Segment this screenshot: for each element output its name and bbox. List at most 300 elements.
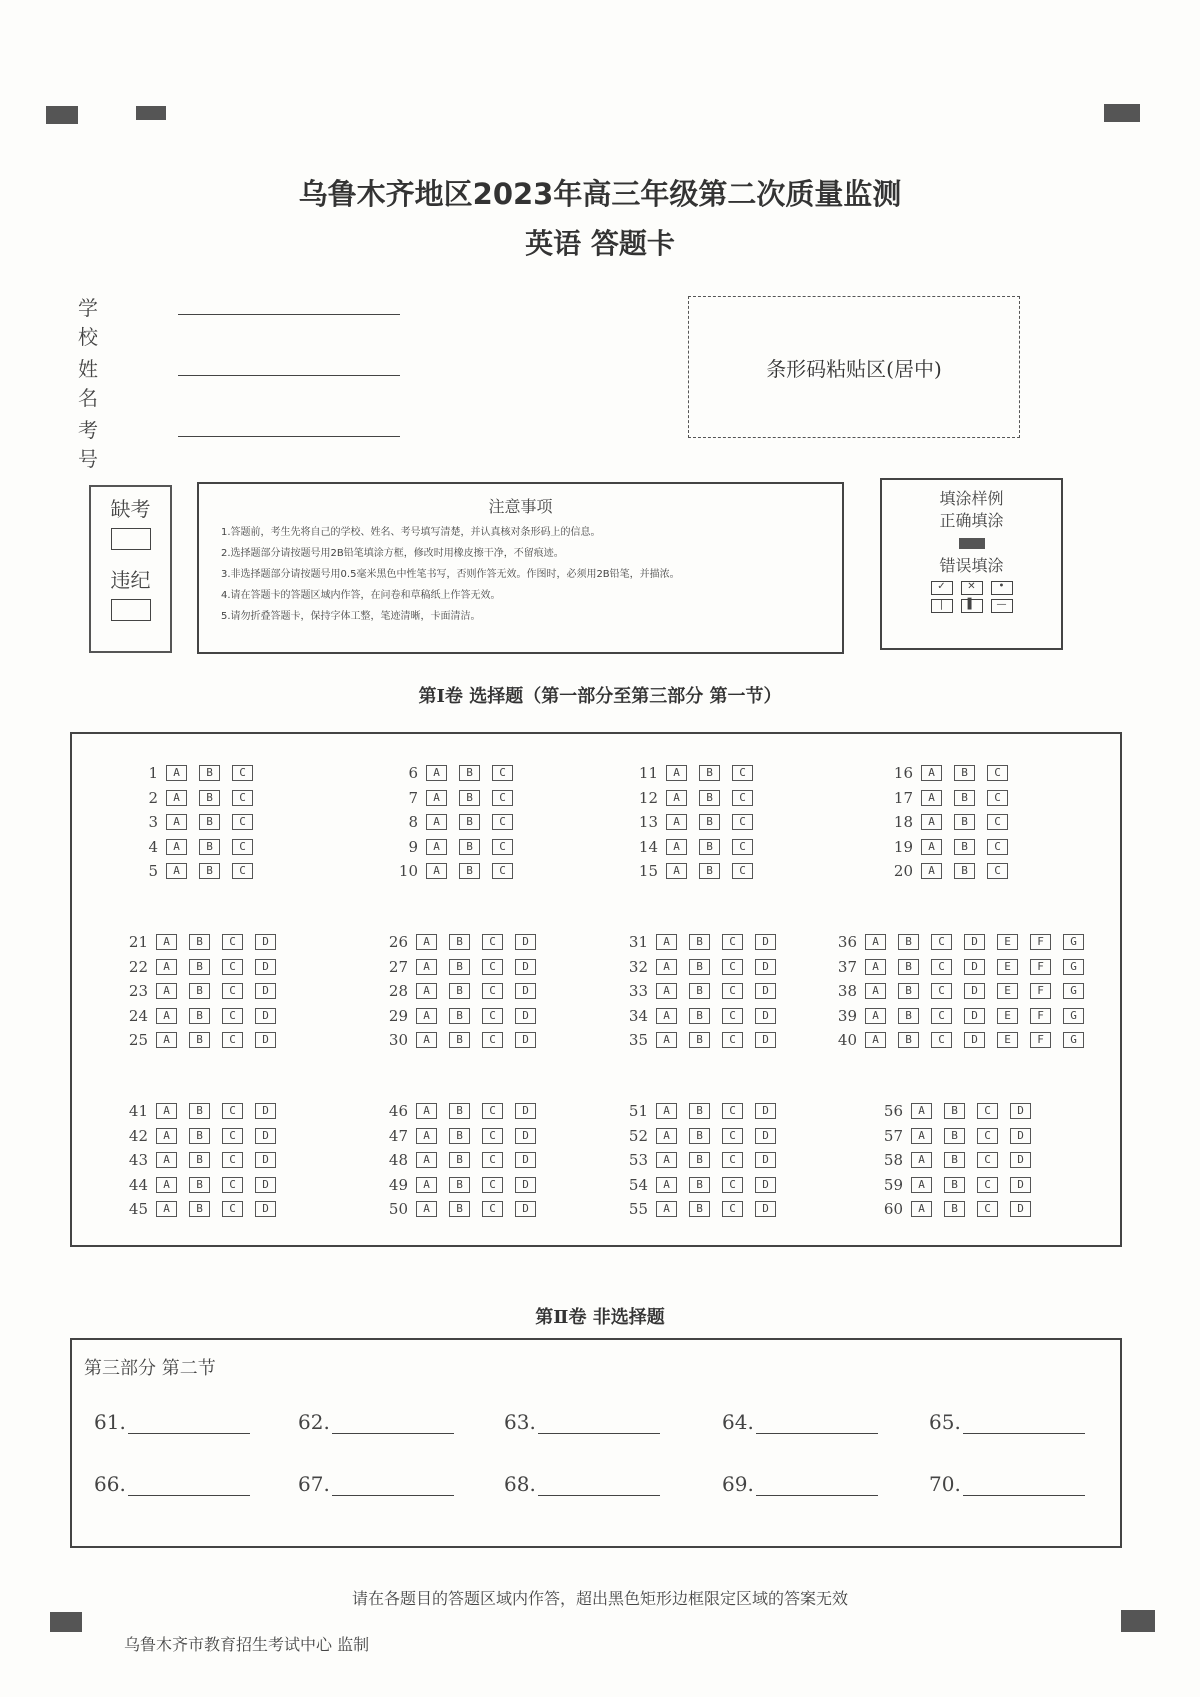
question-number: 25 xyxy=(128,1031,148,1049)
option-B-bubble[interactable]: B xyxy=(459,814,480,830)
option-B-bubble[interactable]: B xyxy=(449,1008,470,1024)
option-A-bubble[interactable]: A xyxy=(426,863,447,879)
option-C-bubble[interactable]: C xyxy=(977,1201,998,1217)
option-A-bubble[interactable]: A xyxy=(416,1008,437,1024)
option-G-bubble[interactable]: G xyxy=(1063,1032,1084,1048)
option-E-bubble[interactable]: E xyxy=(997,934,1018,950)
option-A-bubble[interactable]: A xyxy=(156,959,177,975)
option-B-bubble[interactable]: B xyxy=(689,1032,710,1048)
question-number: 55 xyxy=(628,1200,648,1218)
option-B-bubble[interactable]: B xyxy=(199,814,220,830)
option-D-bubble[interactable]: D xyxy=(255,1128,276,1144)
option-B-bubble[interactable]: B xyxy=(199,765,220,781)
question-21 xyxy=(118,932,288,952)
option-B-bubble[interactable]: B xyxy=(898,934,919,950)
option-D-bubble[interactable]: D xyxy=(1010,1201,1031,1217)
option-A-bubble[interactable]: A xyxy=(156,1103,177,1119)
alignment-mark xyxy=(136,106,166,120)
question-number: 42 xyxy=(128,1126,148,1145)
answer-line[interactable] xyxy=(756,1475,878,1496)
option-B-bubble[interactable]: B xyxy=(944,1152,965,1168)
option-A-bubble[interactable]: A xyxy=(666,814,687,830)
option-A-bubble[interactable]: A xyxy=(865,983,886,999)
question-48 xyxy=(378,1150,548,1170)
option-B-bubble[interactable]: B xyxy=(459,790,480,806)
option-D-bubble[interactable]: D xyxy=(964,1008,985,1024)
option-A-bubble[interactable]: A xyxy=(656,1152,677,1168)
option-C-bubble[interactable]: C xyxy=(222,1032,243,1048)
option-G-bubble[interactable]: G xyxy=(1063,1008,1084,1024)
option-C-bubble[interactable]: C xyxy=(931,934,952,950)
option-A-bubble[interactable]: A xyxy=(156,983,177,999)
option-B-bubble[interactable]: B xyxy=(449,1201,470,1217)
option-A-bubble[interactable]: A xyxy=(416,1201,437,1217)
option-C-bubble[interactable]: C xyxy=(492,839,513,855)
question-number: 26 xyxy=(388,933,408,951)
option-C-bubble[interactable]: C xyxy=(222,959,243,975)
info-row-school xyxy=(78,292,170,350)
question-46 xyxy=(378,1101,548,1121)
question-17 xyxy=(883,788,1020,808)
option-B-bubble[interactable]: B xyxy=(689,1128,710,1144)
option-A-bubble[interactable]: A xyxy=(416,934,437,950)
option-C-bubble[interactable]: C xyxy=(492,863,513,879)
violation-checkbox[interactable] xyxy=(111,599,151,621)
option-B-bubble[interactable]: B xyxy=(449,1128,470,1144)
question-23 xyxy=(118,981,288,1001)
option-E-bubble[interactable]: E xyxy=(997,983,1018,999)
option-B-bubble[interactable]: B xyxy=(944,1177,965,1193)
option-C-bubble[interactable]: C xyxy=(482,1152,503,1168)
answer-line[interactable] xyxy=(963,1475,1085,1496)
option-A-bubble[interactable]: A xyxy=(911,1128,932,1144)
option-E-bubble[interactable]: E xyxy=(997,959,1018,975)
option-B-bubble[interactable]: B xyxy=(459,839,480,855)
question-14 xyxy=(628,837,765,857)
question-number: 21 xyxy=(128,933,148,951)
answer-line[interactable] xyxy=(128,1413,250,1434)
question-24 xyxy=(118,1006,288,1026)
option-A-bubble[interactable]: A xyxy=(865,1032,886,1048)
option-B-bubble[interactable]: B xyxy=(689,1177,710,1193)
option-C-bubble[interactable]: C xyxy=(987,765,1008,781)
option-B-bubble[interactable]: B xyxy=(189,1032,210,1048)
option-E-bubble[interactable]: E xyxy=(997,1032,1018,1048)
option-A-bubble[interactable]: A xyxy=(156,1152,177,1168)
option-A-bubble[interactable]: A xyxy=(416,1177,437,1193)
option-A-bubble[interactable]: A xyxy=(656,1103,677,1119)
option-B-bubble[interactable]: B xyxy=(449,1103,470,1119)
option-D-bubble[interactable]: D xyxy=(1010,1128,1031,1144)
answer-line[interactable] xyxy=(963,1413,1085,1434)
question-10 xyxy=(388,861,525,881)
option-A-bubble[interactable]: A xyxy=(166,790,187,806)
question-52 xyxy=(618,1126,788,1146)
option-A-bubble[interactable]: A xyxy=(426,765,447,781)
option-C-bubble[interactable]: C xyxy=(977,1177,998,1193)
option-E-bubble[interactable]: E xyxy=(997,1008,1018,1024)
option-C-bubble[interactable]: C xyxy=(722,959,743,975)
blank-number: 66. xyxy=(94,1472,126,1496)
option-C-bubble[interactable]: C xyxy=(482,1177,503,1193)
option-C-bubble[interactable]: C xyxy=(222,1152,243,1168)
option-C-bubble[interactable]: C xyxy=(722,1152,743,1168)
option-B-bubble[interactable]: B xyxy=(689,1103,710,1119)
option-D-bubble[interactable]: D xyxy=(755,1201,776,1217)
question-44 xyxy=(118,1175,288,1195)
option-C-bubble[interactable]: C xyxy=(482,1128,503,1144)
option-A-bubble[interactable]: A xyxy=(656,1128,677,1144)
question-38 xyxy=(827,981,1096,1001)
option-B-bubble[interactable]: B xyxy=(459,863,480,879)
option-A-bubble[interactable]: A xyxy=(656,1201,677,1217)
option-D-bubble[interactable]: D xyxy=(255,983,276,999)
option-F-bubble[interactable]: F xyxy=(1030,1008,1051,1024)
option-B-bubble[interactable]: B xyxy=(189,983,210,999)
option-C-bubble[interactable]: C xyxy=(987,839,1008,855)
option-D-bubble[interactable]: D xyxy=(755,1128,776,1144)
option-D-bubble[interactable]: D xyxy=(515,1152,536,1168)
option-B-bubble[interactable]: B xyxy=(699,839,720,855)
option-C-bubble[interactable]: C xyxy=(931,1008,952,1024)
option-D-bubble[interactable]: D xyxy=(755,1152,776,1168)
answer-line[interactable] xyxy=(128,1475,250,1496)
option-C-bubble[interactable]: C xyxy=(987,863,1008,879)
option-A-bubble[interactable]: A xyxy=(921,790,942,806)
option-C-bubble[interactable]: C xyxy=(232,814,253,830)
option-C-bubble[interactable]: C xyxy=(482,1032,503,1048)
option-C-bubble[interactable]: C xyxy=(482,983,503,999)
option-D-bubble[interactable]: D xyxy=(964,959,985,975)
option-C-bubble[interactable]: C xyxy=(482,934,503,950)
option-A-bubble[interactable]: A xyxy=(666,765,687,781)
option-B-bubble[interactable]: B xyxy=(199,839,220,855)
option-C-bubble[interactable]: C xyxy=(722,1008,743,1024)
option-G-bubble[interactable]: G xyxy=(1063,959,1084,975)
option-B-bubble[interactable]: B xyxy=(689,1201,710,1217)
option-B-bubble[interactable]: B xyxy=(944,1128,965,1144)
option-B-bubble[interactable]: B xyxy=(459,765,480,781)
option-A-bubble[interactable]: A xyxy=(921,765,942,781)
option-A-bubble[interactable]: A xyxy=(666,863,687,879)
option-C-bubble[interactable]: C xyxy=(722,983,743,999)
option-A-bubble[interactable]: A xyxy=(656,983,677,999)
option-D-bubble[interactable]: D xyxy=(515,1201,536,1217)
option-A-bubble[interactable]: A xyxy=(911,1177,932,1193)
option-B-bubble[interactable]: B xyxy=(689,959,710,975)
option-A-bubble[interactable]: A xyxy=(865,934,886,950)
option-B-bubble[interactable]: B xyxy=(954,814,975,830)
option-B-bubble[interactable]: B xyxy=(189,1008,210,1024)
option-D-bubble[interactable]: D xyxy=(964,983,985,999)
option-C-bubble[interactable]: C xyxy=(977,1128,998,1144)
choice-answer-area xyxy=(70,732,1122,1247)
option-A-bubble[interactable]: A xyxy=(656,1032,677,1048)
option-B-bubble[interactable]: B xyxy=(199,790,220,806)
option-B-bubble[interactable]: B xyxy=(189,934,210,950)
option-B-bubble[interactable]: B xyxy=(449,1177,470,1193)
wrong-fill-examples xyxy=(882,581,1061,595)
option-B-bubble[interactable]: B xyxy=(449,1032,470,1048)
option-G-bubble[interactable]: G xyxy=(1063,983,1084,999)
option-A-bubble[interactable]: A xyxy=(426,814,447,830)
option-D-bubble[interactable]: D xyxy=(1010,1103,1031,1119)
option-D-bubble[interactable]: D xyxy=(255,1201,276,1217)
option-C-bubble[interactable]: C xyxy=(732,839,753,855)
option-A-bubble[interactable]: A xyxy=(666,839,687,855)
question-60 xyxy=(873,1199,1043,1219)
option-D-bubble[interactable]: D xyxy=(515,1103,536,1119)
option-B-bubble[interactable]: B xyxy=(944,1201,965,1217)
option-B-bubble[interactable]: B xyxy=(699,765,720,781)
option-C-bubble[interactable]: C xyxy=(222,1008,243,1024)
option-D-bubble[interactable]: D xyxy=(755,1103,776,1119)
option-D-bubble[interactable]: D xyxy=(1010,1152,1031,1168)
question-57 xyxy=(873,1126,1043,1146)
option-C-bubble[interactable]: C xyxy=(222,983,243,999)
option-B-bubble[interactable]: B xyxy=(689,1008,710,1024)
option-D-bubble[interactable]: D xyxy=(515,1032,536,1048)
answer-line[interactable] xyxy=(332,1413,454,1434)
question-number: 29 xyxy=(388,1006,408,1025)
option-B-bubble[interactable]: B xyxy=(898,1008,919,1024)
question-55 xyxy=(618,1199,788,1219)
option-B-bubble[interactable]: B xyxy=(898,959,919,975)
option-B-bubble[interactable]: B xyxy=(699,863,720,879)
question-number: 15 xyxy=(638,862,658,880)
option-C-bubble[interactable]: C xyxy=(732,790,753,806)
option-C-bubble[interactable]: C xyxy=(931,983,952,999)
question-number: 2 xyxy=(148,788,158,807)
option-C-bubble[interactable]: C xyxy=(222,1103,243,1119)
alignment-mark xyxy=(50,1612,82,1632)
option-D-bubble[interactable]: D xyxy=(515,1008,536,1024)
option-D-bubble[interactable]: D xyxy=(515,934,536,950)
option-C-bubble[interactable]: C xyxy=(987,814,1008,830)
option-F-bubble[interactable]: F xyxy=(1030,934,1051,950)
option-D-bubble[interactable]: D xyxy=(755,1032,776,1048)
option-B-bubble[interactable]: B xyxy=(449,983,470,999)
option-A-bubble[interactable]: A xyxy=(921,839,942,855)
option-A-bubble[interactable]: A xyxy=(666,790,687,806)
option-B-bubble[interactable]: B xyxy=(199,863,220,879)
option-D-bubble[interactable]: D xyxy=(964,1032,985,1048)
option-D-bubble[interactable]: D xyxy=(255,1032,276,1048)
question-number: 33 xyxy=(628,982,648,1000)
option-B-bubble[interactable]: B xyxy=(954,839,975,855)
option-A-bubble[interactable]: A xyxy=(865,959,886,975)
option-D-bubble[interactable]: D xyxy=(255,959,276,975)
option-C-bubble[interactable]: C xyxy=(987,790,1008,806)
name-field[interactable] xyxy=(178,375,400,376)
option-D-bubble[interactable]: D xyxy=(964,934,985,950)
answer-blank-70 xyxy=(929,1472,1085,1496)
question-number: 39 xyxy=(837,1006,857,1025)
option-B-bubble[interactable]: B xyxy=(449,934,470,950)
option-C-bubble[interactable]: C xyxy=(931,959,952,975)
option-C-bubble[interactable]: C xyxy=(482,1008,503,1024)
option-C-bubble[interactable]: C xyxy=(722,1128,743,1144)
answer-line[interactable] xyxy=(756,1413,878,1434)
question-3 xyxy=(128,812,265,832)
option-A-bubble[interactable]: A xyxy=(416,959,437,975)
option-A-bubble[interactable]: A xyxy=(156,1177,177,1193)
option-F-bubble[interactable]: F xyxy=(1030,983,1051,999)
option-D-bubble[interactable]: D xyxy=(755,1177,776,1193)
option-D-bubble[interactable]: D xyxy=(255,934,276,950)
option-A-bubble[interactable]: A xyxy=(156,1032,177,1048)
answer-line[interactable] xyxy=(538,1413,660,1434)
option-D-bubble[interactable]: D xyxy=(515,959,536,975)
option-A-bubble[interactable]: A xyxy=(156,1201,177,1217)
option-D-bubble[interactable]: D xyxy=(255,1008,276,1024)
option-C-bubble[interactable]: C xyxy=(232,863,253,879)
question-number: 56 xyxy=(883,1102,903,1120)
notice-item: 2.选择题部分请按题号用2B铅笔填涂方框，修改时用橡皮擦干净，不留痕迹。 xyxy=(221,548,564,559)
option-B-bubble[interactable]: B xyxy=(189,1201,210,1217)
option-C-bubble[interactable]: C xyxy=(977,1103,998,1119)
option-B-bubble[interactable]: B xyxy=(699,814,720,830)
option-C-bubble[interactable]: C xyxy=(732,814,753,830)
option-C-bubble[interactable]: C xyxy=(222,1177,243,1193)
option-C-bubble[interactable]: C xyxy=(222,1201,243,1217)
option-B-bubble[interactable]: B xyxy=(689,983,710,999)
option-D-bubble[interactable]: D xyxy=(755,959,776,975)
option-A-bubble[interactable]: A xyxy=(166,814,187,830)
option-A-bubble[interactable]: A xyxy=(416,1103,437,1119)
option-A-bubble[interactable]: A xyxy=(426,839,447,855)
option-B-bubble[interactable]: B xyxy=(954,790,975,806)
option-B-bubble[interactable]: B xyxy=(189,1128,210,1144)
option-D-bubble[interactable]: D xyxy=(255,1152,276,1168)
option-A-bubble[interactable]: A xyxy=(656,1177,677,1193)
option-A-bubble[interactable]: A xyxy=(416,1032,437,1048)
option-A-bubble[interactable]: A xyxy=(911,1152,932,1168)
option-F-bubble[interactable]: F xyxy=(1030,1032,1051,1048)
option-D-bubble[interactable]: D xyxy=(515,983,536,999)
option-C-bubble[interactable]: C xyxy=(492,790,513,806)
option-D-bubble[interactable]: D xyxy=(755,934,776,950)
option-A-bubble[interactable]: A xyxy=(865,1008,886,1024)
question-number: 37 xyxy=(837,957,857,976)
option-C-bubble[interactable]: C xyxy=(722,1201,743,1217)
option-B-bubble[interactable]: B xyxy=(689,934,710,950)
option-D-bubble[interactable]: D xyxy=(755,1008,776,1024)
option-C-bubble[interactable]: C xyxy=(732,863,753,879)
option-B-bubble[interactable]: B xyxy=(699,790,720,806)
option-F-bubble[interactable]: F xyxy=(1030,959,1051,975)
answer-line[interactable] xyxy=(538,1475,660,1496)
option-B-bubble[interactable]: B xyxy=(189,1103,210,1119)
wrong-fill-label: 错误填涂 xyxy=(939,556,1004,575)
option-A-bubble[interactable]: A xyxy=(921,863,942,879)
option-C-bubble[interactable]: C xyxy=(482,959,503,975)
option-A-bubble[interactable]: A xyxy=(156,1008,177,1024)
option-C-bubble[interactable]: C xyxy=(722,934,743,950)
info-label: 学校 xyxy=(78,296,130,349)
option-A-bubble[interactable]: A xyxy=(921,814,942,830)
answer-line[interactable] xyxy=(332,1475,454,1496)
option-A-bubble[interactable]: A xyxy=(656,934,677,950)
question-20 xyxy=(883,861,1020,881)
option-B-bubble[interactable]: B xyxy=(944,1103,965,1119)
option-B-bubble[interactable]: B xyxy=(689,1152,710,1168)
option-C-bubble[interactable]: C xyxy=(482,1201,503,1217)
option-C-bubble[interactable]: C xyxy=(232,839,253,855)
option-A-bubble[interactable]: A xyxy=(416,983,437,999)
blank-number: 70. xyxy=(929,1472,961,1496)
option-C-bubble[interactable]: C xyxy=(722,1103,743,1119)
question-number: 53 xyxy=(628,1151,648,1169)
absent-checkbox[interactable] xyxy=(111,528,151,550)
option-D-bubble[interactable]: D xyxy=(515,1177,536,1193)
option-B-bubble[interactable]: B xyxy=(189,1152,210,1168)
option-C-bubble[interactable]: C xyxy=(722,1032,743,1048)
option-D-bubble[interactable]: D xyxy=(255,1103,276,1119)
option-A-bubble[interactable]: A xyxy=(911,1103,932,1119)
exam-id-field[interactable] xyxy=(178,436,400,437)
question-number: 1 xyxy=(148,764,158,782)
option-A-bubble[interactable]: A xyxy=(656,959,677,975)
option-G-bubble[interactable]: G xyxy=(1063,934,1084,950)
option-A-bubble[interactable]: A xyxy=(911,1201,932,1217)
option-A-bubble[interactable]: A xyxy=(656,1008,677,1024)
option-B-bubble[interactable]: B xyxy=(898,1032,919,1048)
option-B-bubble[interactable]: B xyxy=(189,1177,210,1193)
option-B-bubble[interactable]: B xyxy=(449,959,470,975)
school-field[interactable] xyxy=(178,314,400,315)
option-C-bubble[interactable]: C xyxy=(492,765,513,781)
question-7 xyxy=(388,788,525,808)
option-A-bubble[interactable]: A xyxy=(166,839,187,855)
option-B-bubble[interactable]: B xyxy=(189,959,210,975)
option-A-bubble[interactable]: A xyxy=(156,1128,177,1144)
question-37 xyxy=(827,957,1096,977)
option-A-bubble[interactable]: A xyxy=(166,765,187,781)
option-C-bubble[interactable]: C xyxy=(492,814,513,830)
option-D-bubble[interactable]: D xyxy=(255,1177,276,1193)
option-A-bubble[interactable]: A xyxy=(426,790,447,806)
option-A-bubble[interactable]: A xyxy=(416,1152,437,1168)
option-B-bubble[interactable]: B xyxy=(898,983,919,999)
footer-note: 请在各题目的答题区域内作答，超出黑色矩形边框限定区域的答案无效 xyxy=(351,1589,848,1608)
option-C-bubble[interactable]: C xyxy=(482,1103,503,1119)
option-C-bubble[interactable]: C xyxy=(722,1177,743,1193)
option-B-bubble[interactable]: B xyxy=(954,863,975,879)
option-C-bubble[interactable]: C xyxy=(977,1152,998,1168)
option-D-bubble[interactable]: D xyxy=(515,1128,536,1144)
option-C-bubble[interactable]: C xyxy=(232,765,253,781)
option-D-bubble[interactable]: D xyxy=(1010,1177,1031,1193)
option-C-bubble[interactable]: C xyxy=(232,790,253,806)
option-D-bubble[interactable]: D xyxy=(755,983,776,999)
question-18 xyxy=(883,812,1020,832)
option-B-bubble[interactable]: B xyxy=(954,765,975,781)
question-51 xyxy=(618,1101,788,1121)
option-A-bubble[interactable]: A xyxy=(156,934,177,950)
option-A-bubble[interactable]: A xyxy=(166,863,187,879)
correct-fill-label: 正确填涂 xyxy=(939,511,1004,530)
option-A-bubble[interactable]: A xyxy=(416,1128,437,1144)
option-C-bubble[interactable]: C xyxy=(732,765,753,781)
question-number: 28 xyxy=(388,982,408,1000)
question-number: 9 xyxy=(408,837,418,856)
option-C-bubble[interactable]: C xyxy=(222,934,243,950)
option-C-bubble[interactable]: C xyxy=(222,1128,243,1144)
fill-sample-box xyxy=(880,478,1063,650)
option-B-bubble[interactable]: B xyxy=(449,1152,470,1168)
option-C-bubble[interactable]: C xyxy=(931,1032,952,1048)
